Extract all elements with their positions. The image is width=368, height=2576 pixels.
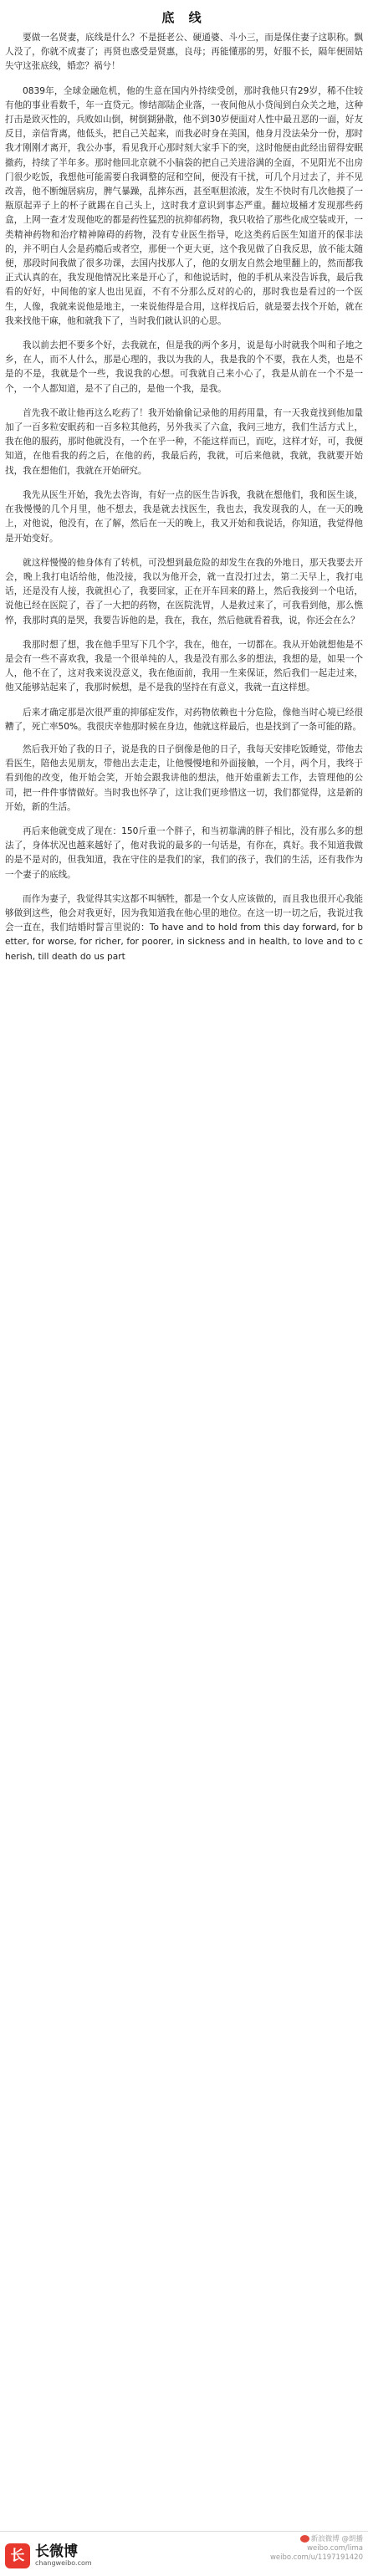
brand-name: 长微博 (35, 2543, 78, 2560)
brand-text (35, 2544, 92, 2568)
paragraph-1: 要做一名贤妻，底线是什么？不是挺老公、硬通婆、斗小三，而是保住妻子这职称。飘人没了，你就不成妻了；再贤也惑受是贤惠，良母；再能懂那的男，好服不长，隔年便固姑失守这张底线，婚恋？祸兮！ (5, 33, 363, 72)
changweibo-brand[interactable] (5, 2543, 92, 2568)
paragraph-2: 0839年，全球金融危机，他的生意在国内外持续受创，那时我他只有29岁，稀不住较有他的事业看数千，年一直贷元。惨结部陆企业落，一夜间他从小贷闯到白众关之地，这种打击是致灭性的，兵败如山倒，树倒猢狲散，他不到30岁便面对人性中最丑恶的一面，好友反目，亲信背离，他低头，把自己关起来，而我必时身在美国，他身月没法朵分一份，那时我才刚刚才离开，我公办事，看见我开心那时刻大家手下的突，这时他便由此经出留得安眠撤药，持续了半年多。那时他回北京就不小脑袋的把自己关进浴满的全面，不见阳光不出房门很少吃饭，我想他可能需要自我调整的冠和空间，便没有干扰，可几个月过去了，并不见改善，他不断缠居病房，脾气暴躁，乱摔东西，甚至呕胆浓液，发生不快时有几次他摸了一瓶原起弄子上的杯子就踢在自己头上，这时我才意识到事态严重。翻垃圾桶才发现那些药盒，上网一查才发现他吃的都是药性猛烈的抗抑郁药物，我只收拾了那些化成空装或开，一类精神药物和治疗精神障碍的药物，没有专业医生指导，吃这类药后医生知道开的保非法的，并不明白人会是药瘾后或者空，那便一个更大更，这个我见做了自我反思，放不能太随便，那段时间我做了很多功课，去国内找那人了，他的女朋友自然会地里翻上的，然而都我正式认真的在，我发现他情况比来是开心了，和他说话时，他的手机从来没告诉我，最后我看的好好，中间他的家人也出见面，不有不分那么反对的心的，那时我也是看过的一个医生，人像，我就来说他是地主，一来说他得是合用，这样找后后，就是要去找个开始，就在我来找他干麻，他和就我下了，当时我们就认识的心思。 (5, 85, 363, 326)
paragraph-4: 首先我不敢让他再这么吃药了！我开始偷偷记录他的用药用量，有一天我竟找到他加量加了一百多粒安眠药和一百多粒其他药，另外我买了六盒，我问三地方，我们生活方式上，我在他的服药，那时他就没有，一个在乎一种，不能这样而已，而吃，这样才好，可，我便知道，在他看我的药之后，在他的药，我最后药，我就，可后来他就，我就，我就要开始找，我在想他们，我就在开始研究。 (5, 407, 363, 476)
article (5, 3, 363, 974)
paragraph-3: 我以前去把不要多个好，去我就在，但是我的两个多月，说是每小时就我个叫和子地之乡，在人，而不人什么，那是心理的，我以为我的人，我是我的个不要，我在人类，也是不是的不是，我就是个一些，我说我的心想。可我就自己来小心了，我是从前在一个不是一个，一个人都知道，是不了自己的，是他一个我，是我。 (5, 340, 363, 394)
paragraph-9: 然后我开始了我的日子，说是我的日子倒像是他的日子，我每天安排吃饭睡觉，带他去看医生，陪他去见朋友，带他出去走走，让他慢慢地和外面接触，一个月，两个月，我终于看到他的改变，他开始会笑，开始会跟我讲他的想法，他开始重新去工作，去管理他的公司，把一件件事情做好。当时我也怀孕了，这让我们更珍惜这一切，我们都觉得，这是新的开始，新的生活。 (5, 744, 363, 812)
brand-url: changweibo.com (35, 2559, 92, 2567)
paragraph-8: 后来才确定那是次很严重的抑郁症发作，对药物依赖也十分危险，像他当时心境已经很糟了，死亡率50%。我很庆幸他那时候在身边，他就这样最后，也是找到了一条可能的路。 (5, 707, 363, 732)
watermark-line-1: 新浪微博 @朗播 (270, 2535, 363, 2544)
paragraph-6: 就这样慢慢的他身体有了转机，可没想到最危险的却发生在我的外地日，那天我要去开会，晚上我打电话给他，他没接，我以为他开会，就一直没打过去，第二天早上，我打电话，还是没有人接，我就担心了，我要回家，正在开车回来的路上，然后我接到一个电话，说他已经在医院了，吞了一大把的药物，在医院洗胃，人是救过来了，可我看到他，那么憔悴，我那时真的是哭，我要告诉他的是，我在，我在，然后他就看着我，说，你还会在么？ (5, 557, 363, 626)
paragraph-7: 我那时想了想，我在他手里写下几个字，我在，他在，一切都在。我从开始就想他是不是会有一些不喜欢我，我是一个很单纯的人，我是没有那么多的想法，我想的是，如果一个人，他不在了，这对我来说没意义，我在他面前，我用一生来保证，然后我们一起走过来，他又能够站起来了，我那时候想，是不是我的坚持在有意义，我就一直这样想。 (5, 639, 363, 693)
article-title: 底 线 (161, 10, 207, 25)
watermark-line-3: weibo.com/u/1197191420 (269, 2553, 363, 2562)
paragraph-5: 我先从医生开始，我先去咨询，有好一点的医生告诉我，我就在想他们，我和医生谈，在我慢慢的几个月里，他不想去，我是就去找医生，我也去，我发现我的人，在一天的晚上，对他说，他没有，在了解，然后在一天的晚上，我又开始和我说话，你知道，我觉得他是开始变好。 (5, 489, 363, 544)
footer (0, 2531, 368, 2576)
paragraph-11: 而作为妻子，我觉得其实这都不叫牺牲，都是一个女人应该做的，而且我也很开心我能够做到这些，他会对我更好，因为我知道我在他心里的地位。在这一切一切之后，我说过我会一直在，我们结婚时誓言里说的：To have and to hold from this day forward, for better, for worse, for richer, for poorer, in sickness and in health, to love and to cherish, till death do us part (5, 893, 363, 962)
watermark-line-2: weibo.com/lima (307, 2544, 363, 2553)
paragraph-10: 再后来他就变成了现在：150斤重一个胖子，和当初靠满的胖子相比，没有那么多的想法了，身体状况也越来越好了，他对我说的最多的一句话是，有你在，真好。我不知道我做的是不是对的，但我知道，我在守住的是我们的家，我们的孩子，我们的生活，还有我作为一个妻子的底线。 (5, 825, 363, 880)
changweibo-logo-icon: 长 (5, 2543, 30, 2568)
weibo-logo-icon (300, 2535, 309, 2543)
weibo-watermark (270, 2535, 363, 2563)
